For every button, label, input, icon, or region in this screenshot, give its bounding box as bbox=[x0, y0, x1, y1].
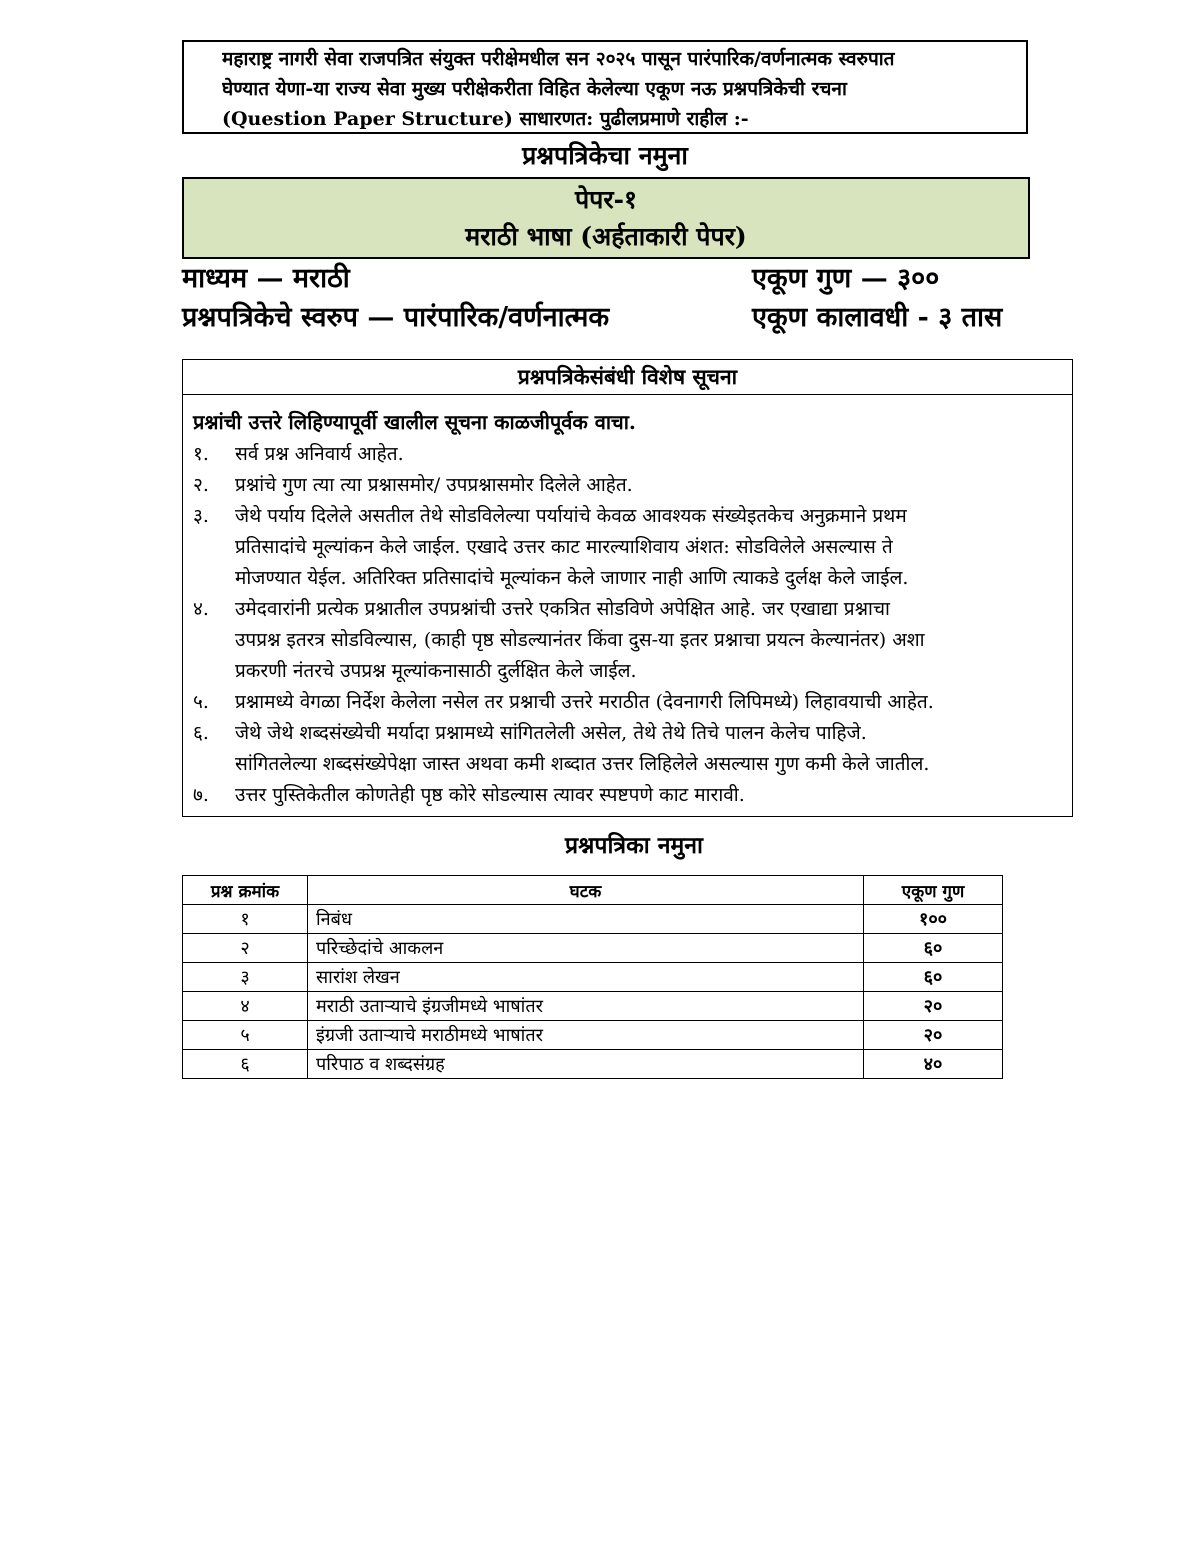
instruction-number: ३. bbox=[193, 505, 209, 527]
instruction-text-line: प्रतिसादांचे मूल्यांकन केले जाईल. एखादे उत्तर काट मारल्याशिवाय अंशत: सोडविलेले असल्यास ते bbox=[235, 536, 893, 558]
format-label: प्रश्नपत्रिकेचे स्वरुप — पारंपारिक/वर्णनात्मक bbox=[182, 302, 610, 333]
marks-cell: ४० bbox=[864, 1050, 1003, 1079]
table-row bbox=[183, 992, 1003, 1021]
header-total-marks: एकूण गुण bbox=[864, 876, 1003, 905]
intro-line-2: घेण्यात येणा-या राज्य सेवा मुख्य परीक्षेकरीता विहित केलेल्या एकूण नऊ प्रश्नपत्रिकेची रचना bbox=[222, 78, 847, 100]
instruction-text-line: प्रकरणी नंतरचे उपप्रश्न मूल्यांकनासाठी दुर्लक्षित केले जाईल. bbox=[235, 660, 637, 682]
instruction-item bbox=[193, 439, 1063, 470]
paper-name: मराठी भाषा (अर्हताकारी पेपर) bbox=[465, 222, 747, 251]
marks-cell: ६० bbox=[864, 963, 1003, 992]
meta-row-1 bbox=[182, 261, 1030, 297]
instructions-lead: प्रश्नांची उत्तरे लिहिण्यापूर्वी खालील सूचना काळजीपूर्वक वाचा. bbox=[193, 410, 636, 434]
table-heading: प्रश्नपत्रिका नमुना bbox=[565, 832, 703, 859]
topic-cell: परिपाठ व शब्दसंग्रह bbox=[308, 1050, 864, 1079]
instruction-number: १. bbox=[193, 443, 209, 465]
instruction-number: २. bbox=[193, 474, 209, 496]
meta-row-2 bbox=[182, 300, 1030, 336]
instruction-item bbox=[193, 718, 1063, 780]
marks-cell: २० bbox=[864, 992, 1003, 1021]
total-marks-label: एकूण गुण — ३०० bbox=[752, 263, 940, 294]
instruction-text-line: जेथे पर्याय दिलेले असतील तेथे सोडविलेल्या पर्यायांचे केवळ आवश्यक संख्येइतकेच अनुक्रमाने प्रथम bbox=[235, 505, 907, 527]
instruction-text-line: प्रश्नामध्ये वेगळा निर्देश केलेला नसेल तर प्रश्नाची उत्तरे मराठीत (देवनागरी लिपिमध्ये) लिहावयाची आहेत. bbox=[235, 691, 934, 713]
sample-heading: प्रश्नपत्रिकेचा नमुना bbox=[522, 141, 688, 170]
instructions-list bbox=[193, 439, 1063, 811]
question-number-cell: १ bbox=[183, 905, 308, 934]
instruction-text-line: उपप्रश्न इतरत्र सोडविल्यास, (काही पृष्ठ सोडल्यानंतर किंवा दुस-या इतर प्रश्नाचा प्रयत्न केल्यानंतर) अशा bbox=[235, 629, 925, 651]
topic-cell: सारांश लेखन bbox=[308, 963, 864, 992]
question-number-cell: ६ bbox=[183, 1050, 308, 1079]
instruction-number: ७. bbox=[193, 784, 209, 806]
table-row bbox=[183, 1021, 1003, 1050]
table-row bbox=[183, 934, 1003, 963]
instruction-text-line: प्रश्नांचे गुण त्या त्या प्रश्नासमोर/ उपप्रश्नासमोर दिलेले आहेत. bbox=[235, 474, 633, 496]
header-topic: घटक bbox=[308, 876, 864, 905]
instruction-number: ६. bbox=[193, 722, 209, 744]
topic-cell: निबंध bbox=[308, 905, 864, 934]
paper-number: पेपर-१ bbox=[574, 185, 637, 214]
instruction-number: ४. bbox=[193, 598, 209, 620]
instructions-title: प्रश्नपत्रिकेसंबंधी विशेष सूचना bbox=[183, 360, 1072, 395]
question-number-cell: ४ bbox=[183, 992, 308, 1021]
instruction-text-line: उमेदवारांनी प्रत्येक प्रश्नातील उपप्रश्नांची उत्तरे एकत्रित सोडविणे अपेक्षित आहे. जर एखाद्या प्रश्नाचा bbox=[235, 598, 890, 620]
table-header-row bbox=[183, 876, 1003, 905]
instruction-item bbox=[193, 470, 1063, 501]
duration-label: एकूण कालावधी - ३ तास bbox=[752, 302, 1003, 333]
instruction-text-line: उत्तर पुस्तिकेतील कोणतेही पृष्ठ कोरे सोडल्यास त्यावर स्पष्टपणे काट मारावी. bbox=[235, 784, 745, 806]
marks-cell: १०० bbox=[864, 905, 1003, 934]
instruction-text-line: सर्व प्रश्न अनिवार्य आहेत. bbox=[235, 443, 404, 465]
instruction-number: ५. bbox=[193, 691, 209, 713]
instruction-text-line: जेथे जेथे शब्दसंख्येची मर्यादा प्रश्नामध्ये सांगितलेली असेल, तेथे तेथे तिचे पालन केलेच पाहिजे. bbox=[235, 722, 867, 744]
instructions-box bbox=[182, 359, 1073, 817]
instruction-item bbox=[193, 687, 1063, 718]
header-question-no: प्रश्न क्रमांक bbox=[183, 876, 308, 905]
intro-line-3: (Question Paper Structure) साधारणत: पुढीलप्रमाणे राहील :- bbox=[222, 108, 749, 130]
instruction-text-line: सांगितलेल्या शब्दसंख्येपेक्षा जास्त अथवा कमी शब्दात उत्तर लिहिलेले असल्यास गुण कमी केले जातील. bbox=[235, 753, 930, 775]
question-number-cell: ५ bbox=[183, 1021, 308, 1050]
instruction-item bbox=[193, 780, 1063, 811]
intro-line-1: महाराष्ट्र नागरी सेवा राजपत्रित संयुक्त परीक्षेमधील सन २०२५ पासून पारंपारिक/वर्णनात्मक स्वरुपात bbox=[222, 48, 895, 70]
marks-table bbox=[182, 875, 1003, 1079]
paper-title-box bbox=[182, 177, 1030, 259]
question-number-cell: २ bbox=[183, 934, 308, 963]
table-row bbox=[183, 963, 1003, 992]
table-row bbox=[183, 905, 1003, 934]
intro-box bbox=[182, 40, 1028, 134]
question-number-cell: ३ bbox=[183, 963, 308, 992]
instruction-text-line: मोजण्यात येईल. अतिरिक्त प्रतिसादांचे मूल्यांकन केले जाणार नाही आणि त्याकडे दुर्लक्ष केले जाईल. bbox=[235, 567, 909, 589]
table-row bbox=[183, 1050, 1003, 1079]
topic-cell: परिच्छेदांचे आकलन bbox=[308, 934, 864, 963]
medium-label: माध्यम — मराठी bbox=[182, 263, 350, 294]
marks-cell: ६० bbox=[864, 934, 1003, 963]
topic-cell: मराठी उताऱ्याचे इंग्रजीमध्ये भाषांतर bbox=[308, 992, 864, 1021]
instruction-item bbox=[193, 501, 1063, 594]
instruction-item bbox=[193, 594, 1063, 687]
topic-cell: इंग्रजी उताऱ्याचे मराठीमध्ये भाषांतर bbox=[308, 1021, 864, 1050]
marks-cell: २० bbox=[864, 1021, 1003, 1050]
